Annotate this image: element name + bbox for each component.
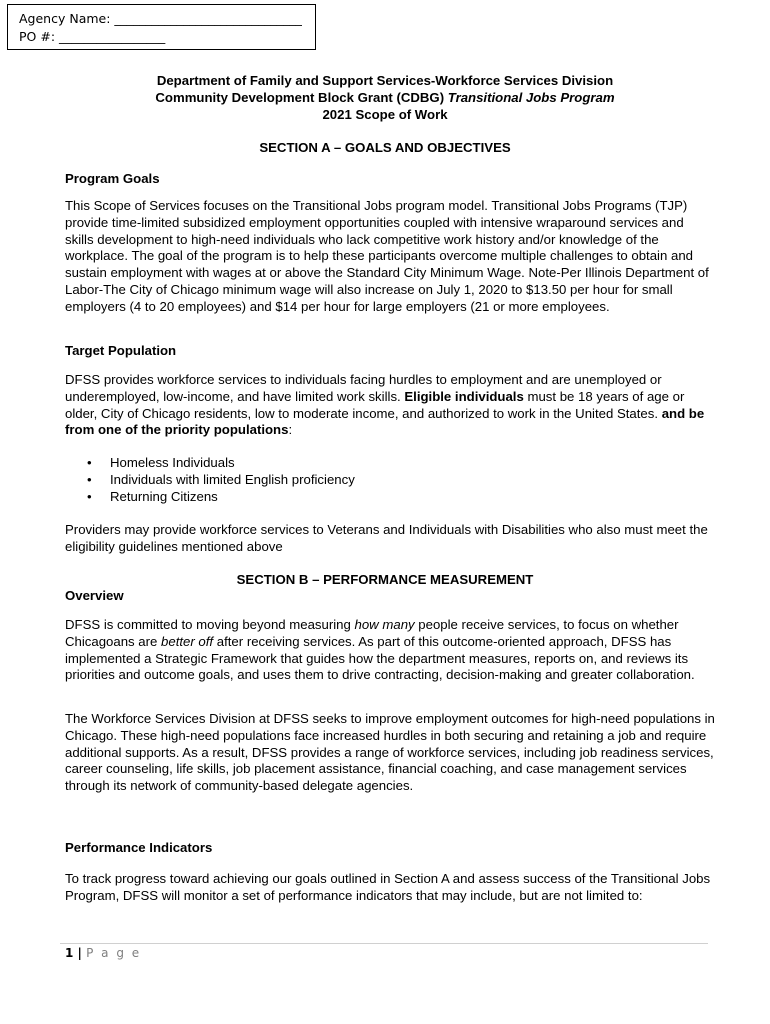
overview-paragraph-1	[65, 617, 715, 684]
header-department: Department of Family and Support Services-Workforce Services Division	[156, 73, 614, 88]
program-goals-text: This Scope of Services focuses on the Transitional Jobs program model. Transitional Jobs Programs (TJP) provide time-limited subsidized employment opportunities coupled with intensive wraparound services and skills development to high-need individuals who lack competitive work history and/or knowledge of the workplace. The goal of the program is to help these participants overcome multiple challenges to obtain and sustain employment with wages at or above the Standard City Minimum Wage. Note-Per Illinois Department of Labor-The City of Chicago minimum wage will also increase on July 1, 2020 to $13.50 per hour for small employers (4 to 20 employees) and $14 per hour for large employers (21 or more employees.	[65, 198, 709, 314]
performance-indicators-text: To track progress toward achieving our goals outlined in Section A and assess success of the Transitional Jobs Program, DFSS will monitor a set of performance indicators that may include, but are not limited to:	[65, 871, 711, 903]
eligible-individuals-label: Eligible individuals	[404, 388, 524, 404]
page-label: P a g e	[86, 946, 142, 960]
header-grant-name: Community Development Block Grant (CDBG)	[155, 90, 448, 105]
target-population-text	[65, 372, 715, 439]
header-program	[0, 89, 770, 106]
target-population-part3: :	[288, 422, 293, 438]
header-program-name: Transitional Jobs Program	[447, 90, 615, 105]
page-separator: |	[73, 946, 87, 960]
overview-paragraph-2: The Workforce Services Division at DFSS seeks to improve employment outcomes for high-need populations in Chicago. These high-need populations face increased hurdles in both securing and retaining a job and require additional supports. As a result, DFSS provides a range of workforce services, including job readiness services, career counseling, life skills, job placement assistance, financial coaching, and case management services through its network of community-based delegate agencies.	[65, 711, 715, 794]
overview-p1-part1: DFSS is committed to moving beyond measuring	[65, 617, 355, 632]
performance-indicators-heading: Performance Indicators	[65, 840, 213, 855]
target-population-part2: must be 18 years of age or older, City of Chicago residents, low to moderate income, and authorized to work in the United States.	[65, 388, 685, 421]
section-a-title: SECTION A – GOALS AND OBJECTIVES	[259, 140, 511, 155]
overview-p1-part2: people receive services, to focus on whether Chicagoans are	[65, 617, 679, 649]
page-number: 1	[65, 946, 74, 960]
how-many-emphasis: how many	[354, 617, 415, 632]
document-header	[0, 72, 770, 123]
header-year: 2021 Scope of Work	[322, 107, 448, 122]
providers-text: Providers may provide workforce services to Veterans and Individuals with Disabilities who also must meet the eligibility guidelines mentioned above	[65, 522, 708, 554]
priority-populations-list	[85, 455, 355, 505]
list-item: • Returning Citizens	[85, 489, 355, 506]
agency-info-box	[7, 4, 316, 50]
better-off-emphasis: better off	[161, 633, 214, 649]
footer-divider	[60, 943, 708, 944]
po-number-line: PO #: _________________	[19, 29, 166, 44]
agency-name-line: Agency Name: ______________________________	[19, 11, 302, 26]
priority-populations-label: and be from one of the priority populations	[65, 405, 705, 438]
section-b-title: SECTION B – PERFORMANCE MEASUREMENT	[236, 572, 534, 587]
page-footer	[65, 946, 141, 960]
program-goals-heading: Program Goals	[65, 171, 160, 186]
list-item: • Homeless Individuals	[85, 455, 355, 472]
overview-heading: Overview	[65, 588, 124, 603]
list-item: • Individuals with limited English proficiency	[85, 472, 355, 489]
target-population-heading: Target Population	[65, 343, 177, 358]
overview-p1-part3: after receiving services. As part of this outcome-oriented approach, DFSS has implemented a Strategic Framework that guides how the department measures, reports on, and reviews its priorities and outcome goals, and uses them to drive contracting, decision-making and greater collaboration.	[65, 633, 695, 683]
target-population-part1: DFSS provides workforce services to individuals facing hurdles to employment and are unemployed or underemployed, low-income, and have limited work skills.	[65, 372, 662, 404]
